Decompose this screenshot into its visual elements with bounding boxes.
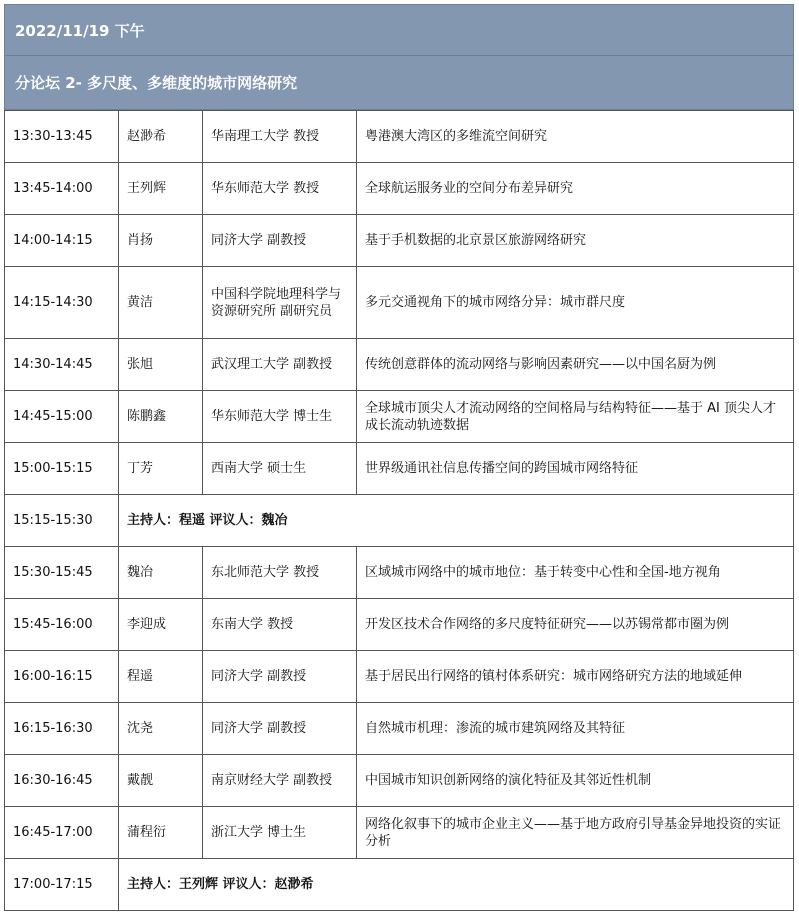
affiliation-cell: 同济大学 副教授 bbox=[203, 703, 357, 755]
speaker-cell: 沈尧 bbox=[119, 703, 203, 755]
session-row bbox=[5, 547, 794, 599]
session-row bbox=[5, 651, 794, 703]
session-row bbox=[5, 599, 794, 651]
speaker-cell: 肖扬 bbox=[119, 215, 203, 267]
speaker-cell: 张旭 bbox=[119, 339, 203, 391]
session-row bbox=[5, 391, 794, 443]
topic-cell: 网络化叙事下的城市企业主义——基于地方政府引导基金异地投资的实证分析 bbox=[357, 807, 794, 859]
topic-cell: 多元交通视角下的城市网络分异：城市群尺度 bbox=[357, 267, 794, 339]
session-row bbox=[5, 807, 794, 859]
schedule-table bbox=[4, 110, 794, 911]
speaker-cell: 黄洁 bbox=[119, 267, 203, 339]
date-header bbox=[4, 4, 794, 56]
speaker-cell: 李迎成 bbox=[119, 599, 203, 651]
schedule-container bbox=[4, 4, 794, 911]
time-cell: 13:45-14:00 bbox=[5, 163, 119, 215]
speaker-cell: 王列辉 bbox=[119, 163, 203, 215]
time-cell: 16:15-16:30 bbox=[5, 703, 119, 755]
time-cell: 16:00-16:15 bbox=[5, 651, 119, 703]
topic-cell: 区域城市网络中的城市地位：基于转变中心性和全国-地方视角 bbox=[357, 547, 794, 599]
time-cell: 17:00-17:15 bbox=[5, 859, 119, 911]
affiliation-cell: 南京财经大学 副教授 bbox=[203, 755, 357, 807]
topic-cell: 全球航运服务业的空间分布差异研究 bbox=[357, 163, 794, 215]
date-header-text: 2022/11/19 下午 bbox=[15, 21, 145, 40]
session-row bbox=[5, 755, 794, 807]
host-row bbox=[5, 495, 794, 547]
session-row bbox=[5, 339, 794, 391]
topic-cell: 中国城市知识创新网络的演化特征及其邻近性机制 bbox=[357, 755, 794, 807]
forum-header bbox=[4, 56, 794, 110]
affiliation-cell: 武汉理工大学 副教授 bbox=[203, 339, 357, 391]
schedule-body bbox=[5, 111, 794, 911]
topic-cell: 世界级通讯社信息传播空间的跨国城市网络特征 bbox=[357, 443, 794, 495]
speaker-cell: 蒲程衍 bbox=[119, 807, 203, 859]
time-cell: 15:45-16:00 bbox=[5, 599, 119, 651]
session-row bbox=[5, 215, 794, 267]
affiliation-cell: 西南大学 硕士生 bbox=[203, 443, 357, 495]
affiliation-cell: 华东师范大学 教授 bbox=[203, 163, 357, 215]
session-row bbox=[5, 111, 794, 163]
session-row bbox=[5, 443, 794, 495]
time-cell: 13:30-13:45 bbox=[5, 111, 119, 163]
time-cell: 14:45-15:00 bbox=[5, 391, 119, 443]
host-cell: 主持人：程遥 评议人：魏冶 bbox=[119, 495, 794, 547]
affiliation-cell: 华南理工大学 教授 bbox=[203, 111, 357, 163]
time-cell: 16:45-17:00 bbox=[5, 807, 119, 859]
affiliation-cell: 同济大学 副教授 bbox=[203, 215, 357, 267]
session-row bbox=[5, 267, 794, 339]
speaker-cell: 陈鹏鑫 bbox=[119, 391, 203, 443]
time-cell: 14:00-14:15 bbox=[5, 215, 119, 267]
time-cell: 14:15-14:30 bbox=[5, 267, 119, 339]
topic-cell: 全球城市顶尖人才流动网络的空间格局与结构特征——基于 AI 顶尖人才成长流动轨迹数据 bbox=[357, 391, 794, 443]
topic-cell: 传统创意群体的流动网络与影响因素研究——以中国名厨为例 bbox=[357, 339, 794, 391]
speaker-cell: 赵渺希 bbox=[119, 111, 203, 163]
time-cell: 15:30-15:45 bbox=[5, 547, 119, 599]
affiliation-cell: 华东师范大学 博士生 bbox=[203, 391, 357, 443]
time-cell: 15:15-15:30 bbox=[5, 495, 119, 547]
affiliation-cell: 浙江大学 博士生 bbox=[203, 807, 357, 859]
time-cell: 14:30-14:45 bbox=[5, 339, 119, 391]
speaker-cell: 程遥 bbox=[119, 651, 203, 703]
topic-cell: 基于手机数据的北京景区旅游网络研究 bbox=[357, 215, 794, 267]
topic-cell: 开发区技术合作网络的多尺度特征研究——以苏锡常都市圈为例 bbox=[357, 599, 794, 651]
forum-header-text: 分论坛 2- 多尺度、多维度的城市网络研究 bbox=[15, 74, 298, 92]
time-cell: 16:30-16:45 bbox=[5, 755, 119, 807]
topic-cell: 粤港澳大湾区的多维流空间研究 bbox=[357, 111, 794, 163]
topic-cell: 基于居民出行网络的镇村体系研究：城市网络研究方法的地域延伸 bbox=[357, 651, 794, 703]
topic-cell: 自然城市机理：渗流的城市建筑网络及其特征 bbox=[357, 703, 794, 755]
host-cell: 主持人：王列辉 评议人：赵渺希 bbox=[119, 859, 794, 911]
speaker-cell: 丁芳 bbox=[119, 443, 203, 495]
host-row bbox=[5, 859, 794, 911]
affiliation-cell: 同济大学 副教授 bbox=[203, 651, 357, 703]
affiliation-cell: 东南大学 教授 bbox=[203, 599, 357, 651]
affiliation-cell: 东北师范大学 教授 bbox=[203, 547, 357, 599]
affiliation-cell: 中国科学院地理科学与资源研究所 副研究员 bbox=[203, 267, 357, 339]
time-cell: 15:00-15:15 bbox=[5, 443, 119, 495]
speaker-cell: 戴靓 bbox=[119, 755, 203, 807]
speaker-cell: 魏冶 bbox=[119, 547, 203, 599]
session-row bbox=[5, 703, 794, 755]
session-row bbox=[5, 163, 794, 215]
